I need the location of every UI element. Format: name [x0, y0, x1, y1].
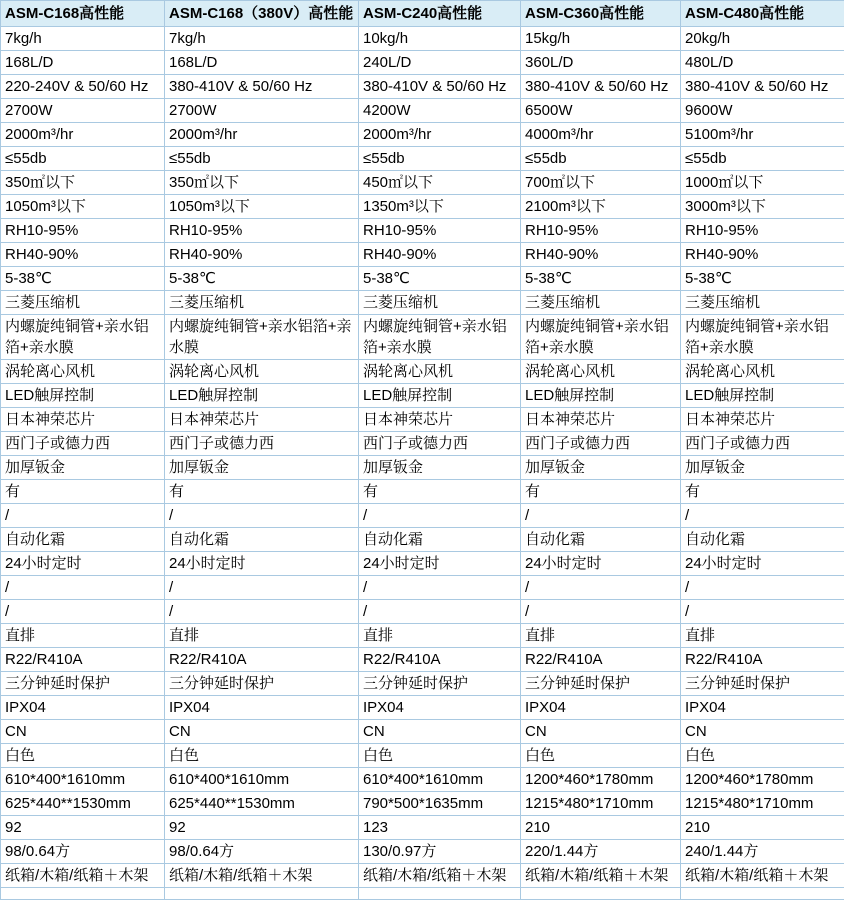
- table-row: [1, 864, 844, 888]
- table-cell: /: [359, 576, 521, 600]
- table-row: [1, 720, 844, 744]
- table-row: [1, 672, 844, 696]
- table-cell: 625*440**1530mm: [165, 792, 359, 816]
- table-row: [1, 696, 844, 720]
- table-cell: 三分钟延时保护: [521, 672, 681, 696]
- table-cell: 日本神荣芯片: [165, 408, 359, 432]
- table-cell: 自动化霜: [359, 528, 521, 552]
- table-cell: RH40-90%: [681, 243, 844, 267]
- table-cell: 7kg/h: [165, 27, 359, 51]
- table-cell: 92: [1, 816, 165, 840]
- table-row: [1, 504, 844, 528]
- column-header: ASM-C168高性能: [1, 1, 165, 27]
- column-header: ASM-C480高性能: [681, 1, 844, 27]
- table-cell: /: [681, 576, 844, 600]
- table-cell: 白色: [521, 744, 681, 768]
- table-cell: 24小时定时: [165, 552, 359, 576]
- table-cell: 自动化霜: [165, 528, 359, 552]
- table-cell: 纸箱/木箱/纸箱＋木架: [1, 864, 165, 888]
- table-cell: 加厚钣金: [359, 456, 521, 480]
- table-cell: 4000m³/hr: [521, 123, 681, 147]
- table-cell: [521, 888, 681, 900]
- table-cell: LED触屏控制: [359, 384, 521, 408]
- table-row: [1, 75, 844, 99]
- table-cell: CN: [681, 720, 844, 744]
- table-cell: R22/R410A: [521, 648, 681, 672]
- table-cell: 纸箱/木箱/纸箱＋木架: [165, 864, 359, 888]
- table-row: [1, 360, 844, 384]
- table-cell: 直排: [359, 624, 521, 648]
- table-row: [1, 624, 844, 648]
- table-cell: CN: [521, 720, 681, 744]
- table-cell: 白色: [681, 744, 844, 768]
- table-cell: R22/R410A: [359, 648, 521, 672]
- table-row: [1, 315, 844, 360]
- table-cell: R22/R410A: [681, 648, 844, 672]
- table-cell: RH10-95%: [521, 219, 681, 243]
- table-row: [1, 384, 844, 408]
- table-cell: 130/0.97方: [359, 840, 521, 864]
- table-cell: 加厚钣金: [1, 456, 165, 480]
- table-cell: 直排: [165, 624, 359, 648]
- table-cell: 西门子或德力西: [681, 432, 844, 456]
- table-cell: 有: [165, 480, 359, 504]
- table-row: [1, 195, 844, 219]
- table-cell: 涡轮离心风机: [165, 360, 359, 384]
- table-cell: 内螺旋纯铜管+亲水铝箔+亲水膜: [521, 315, 681, 360]
- table-cell: 2700W: [165, 99, 359, 123]
- table-cell: 涡轮离心风机: [681, 360, 844, 384]
- table-cell: /: [521, 504, 681, 528]
- table-row: [1, 147, 844, 171]
- table-cell: 7kg/h: [1, 27, 165, 51]
- table-cell: 加厚钣金: [165, 456, 359, 480]
- table-row: [1, 576, 844, 600]
- table-cell: ≤55db: [1, 147, 165, 171]
- table-cell: 380-410V & 50/60 Hz: [681, 75, 844, 99]
- table-cell: 20kg/h: [681, 27, 844, 51]
- table-cell: LED触屏控制: [1, 384, 165, 408]
- table-cell: 98/0.64方: [165, 840, 359, 864]
- table-cell: 内螺旋纯铜管+亲水铝箔+亲水膜: [1, 315, 165, 360]
- table-cell: 涡轮离心风机: [359, 360, 521, 384]
- table-cell: 自动化霜: [681, 528, 844, 552]
- table-cell: 15kg/h: [521, 27, 681, 51]
- table-cell: ≤55db: [521, 147, 681, 171]
- column-header: ASM-C360高性能: [521, 1, 681, 27]
- table-cell: 210: [681, 816, 844, 840]
- table-cell: 5-38℃: [521, 267, 681, 291]
- table-cell: 168L/D: [165, 51, 359, 75]
- table-cell: 内螺旋纯铜管+亲水铝箔+亲水膜: [359, 315, 521, 360]
- table-cell: ≤55db: [165, 147, 359, 171]
- table-row: [1, 27, 844, 51]
- table-cell: /: [681, 504, 844, 528]
- table-cell: 5-38℃: [165, 267, 359, 291]
- table-cell: 625*440**1530mm: [1, 792, 165, 816]
- table-cell: RH40-90%: [521, 243, 681, 267]
- table-cell: /: [165, 504, 359, 528]
- table-cell: LED触屏控制: [521, 384, 681, 408]
- table-cell: 三菱压缩机: [681, 291, 844, 315]
- table-cell: 10kg/h: [359, 27, 521, 51]
- table-cell: IPX04: [681, 696, 844, 720]
- table-cell: 三分钟延时保护: [681, 672, 844, 696]
- table-cell: 西门子或德力西: [165, 432, 359, 456]
- table-cell: /: [165, 576, 359, 600]
- partial-row: [1, 888, 844, 900]
- table-cell: 5-38℃: [1, 267, 165, 291]
- table-cell: 三分钟延时保护: [359, 672, 521, 696]
- table-cell: 2000m³/hr: [165, 123, 359, 147]
- table-cell: RH40-90%: [1, 243, 165, 267]
- table-row: [1, 816, 844, 840]
- table-cell: R22/R410A: [165, 648, 359, 672]
- table-row: [1, 267, 844, 291]
- table-cell: 240L/D: [359, 51, 521, 75]
- table-cell: 2000m³/hr: [359, 123, 521, 147]
- table-cell: IPX04: [1, 696, 165, 720]
- header-row: [1, 1, 844, 27]
- table-cell: 涡轮离心风机: [521, 360, 681, 384]
- table-cell: 直排: [521, 624, 681, 648]
- table-cell: /: [359, 504, 521, 528]
- table-cell: IPX04: [521, 696, 681, 720]
- table-cell: 西门子或德力西: [359, 432, 521, 456]
- table-cell: 日本神荣芯片: [681, 408, 844, 432]
- table-cell: IPX04: [165, 696, 359, 720]
- table-cell: 610*400*1610mm: [165, 768, 359, 792]
- table-cell: 白色: [1, 744, 165, 768]
- table-cell: 700㎡以下: [521, 171, 681, 195]
- table-cell: 24小时定时: [681, 552, 844, 576]
- table-cell: 24小时定时: [359, 552, 521, 576]
- table-cell: 三分钟延时保护: [1, 672, 165, 696]
- table-cell: 有: [681, 480, 844, 504]
- table-cell: CN: [165, 720, 359, 744]
- table-row: [1, 792, 844, 816]
- table-cell: /: [1, 576, 165, 600]
- table-cell: 纸箱/木箱/纸箱＋木架: [521, 864, 681, 888]
- table-row: [1, 51, 844, 75]
- table-cell: ≤55db: [681, 147, 844, 171]
- table-cell: 三菱压缩机: [359, 291, 521, 315]
- table-cell: 三菱压缩机: [165, 291, 359, 315]
- table-cell: 西门子或德力西: [521, 432, 681, 456]
- table-cell: [359, 888, 521, 900]
- table-cell: 2700W: [1, 99, 165, 123]
- table-cell: RH40-90%: [359, 243, 521, 267]
- table-cell: 1200*460*1780mm: [521, 768, 681, 792]
- table-row: [1, 408, 844, 432]
- table-cell: 24小时定时: [1, 552, 165, 576]
- table-cell: 5-38℃: [359, 267, 521, 291]
- table-cell: 24小时定时: [521, 552, 681, 576]
- table-cell: 日本神荣芯片: [521, 408, 681, 432]
- table-row: [1, 768, 844, 792]
- table-cell: 450㎡以下: [359, 171, 521, 195]
- table-cell: 360L/D: [521, 51, 681, 75]
- table-row: [1, 600, 844, 624]
- table-cell: 西门子或德力西: [1, 432, 165, 456]
- table-cell: /: [1, 504, 165, 528]
- table-cell: 有: [1, 480, 165, 504]
- spec-table-body: [1, 27, 844, 900]
- table-row: [1, 291, 844, 315]
- table-cell: 三菱压缩机: [521, 291, 681, 315]
- table-cell: 380-410V & 50/60 Hz: [521, 75, 681, 99]
- table-cell: 480L/D: [681, 51, 844, 75]
- table-cell: LED触屏控制: [165, 384, 359, 408]
- table-cell: 加厚钣金: [681, 456, 844, 480]
- table-cell: 1000㎡以下: [681, 171, 844, 195]
- table-row: [1, 99, 844, 123]
- table-cell: 自动化霜: [521, 528, 681, 552]
- table-cell: 168L/D: [1, 51, 165, 75]
- table-cell: CN: [359, 720, 521, 744]
- table-cell: 98/0.64方: [1, 840, 165, 864]
- table-row: [1, 648, 844, 672]
- table-cell: /: [521, 576, 681, 600]
- table-cell: 三分钟延时保护: [165, 672, 359, 696]
- table-cell: 内螺旋纯铜管+亲水铝箔+亲水膜: [681, 315, 844, 360]
- table-row: [1, 528, 844, 552]
- table-cell: 790*500*1635mm: [359, 792, 521, 816]
- table-cell: 1215*480*1710mm: [681, 792, 844, 816]
- table-cell: LED触屏控制: [681, 384, 844, 408]
- table-cell: 5-38℃: [681, 267, 844, 291]
- table-cell: RH10-95%: [165, 219, 359, 243]
- table-row: [1, 840, 844, 864]
- table-cell: RH10-95%: [1, 219, 165, 243]
- table-cell: 4200W: [359, 99, 521, 123]
- table-cell: 内螺旋纯铜管+亲水铝箔+亲水膜: [165, 315, 359, 360]
- table-cell: 380-410V & 50/60 Hz: [165, 75, 359, 99]
- table-cell: 210: [521, 816, 681, 840]
- table-row: [1, 552, 844, 576]
- table-cell: 直排: [1, 624, 165, 648]
- table-cell: /: [521, 600, 681, 624]
- table-cell: CN: [1, 720, 165, 744]
- table-cell: RH10-95%: [681, 219, 844, 243]
- table-cell: 5100m³/hr: [681, 123, 844, 147]
- table-cell: 有: [521, 480, 681, 504]
- table-cell: [1, 888, 165, 900]
- table-cell: 白色: [165, 744, 359, 768]
- table-cell: 240/1.44方: [681, 840, 844, 864]
- table-cell: 纸箱/木箱/纸箱＋木架: [681, 864, 844, 888]
- table-cell: /: [359, 600, 521, 624]
- table-cell: 加厚钣金: [521, 456, 681, 480]
- table-cell: 220-240V & 50/60 Hz: [1, 75, 165, 99]
- table-cell: 1200*460*1780mm: [681, 768, 844, 792]
- table-cell: 白色: [359, 744, 521, 768]
- table-cell: 380-410V & 50/60 Hz: [359, 75, 521, 99]
- table-row: [1, 243, 844, 267]
- table-cell: /: [681, 600, 844, 624]
- table-cell: 纸箱/木箱/纸箱＋木架: [359, 864, 521, 888]
- table-cell: ≤55db: [359, 147, 521, 171]
- table-row: [1, 219, 844, 243]
- table-cell: 92: [165, 816, 359, 840]
- table-cell: R22/R410A: [1, 648, 165, 672]
- table-cell: 1050m³以下: [1, 195, 165, 219]
- table-cell: 有: [359, 480, 521, 504]
- table-cell: 三菱压缩机: [1, 291, 165, 315]
- table-cell: /: [1, 600, 165, 624]
- table-cell: [165, 888, 359, 900]
- table-cell: 自动化霜: [1, 528, 165, 552]
- table-cell: RH40-90%: [165, 243, 359, 267]
- table-row: [1, 432, 844, 456]
- table-cell: 涡轮离心风机: [1, 360, 165, 384]
- table-cell: 350㎡以下: [165, 171, 359, 195]
- table-row: [1, 744, 844, 768]
- table-row: [1, 456, 844, 480]
- table-cell: 1215*480*1710mm: [521, 792, 681, 816]
- table-cell: 220/1.44方: [521, 840, 681, 864]
- table-cell: 2100m³以下: [521, 195, 681, 219]
- table-cell: 日本神荣芯片: [1, 408, 165, 432]
- table-cell: 610*400*1610mm: [1, 768, 165, 792]
- table-cell: RH10-95%: [359, 219, 521, 243]
- column-header: ASM-C168（380V）高性能: [165, 1, 359, 27]
- table-cell: 直排: [681, 624, 844, 648]
- table-cell: 1350m³以下: [359, 195, 521, 219]
- table-cell: 9600W: [681, 99, 844, 123]
- table-cell: 3000m³以下: [681, 195, 844, 219]
- table-row: [1, 480, 844, 504]
- table-row: [1, 123, 844, 147]
- table-cell: 350㎡以下: [1, 171, 165, 195]
- table-cell: 2000m³/hr: [1, 123, 165, 147]
- table-row: [1, 171, 844, 195]
- table-cell: 1050m³以下: [165, 195, 359, 219]
- table-cell: 123: [359, 816, 521, 840]
- table-cell: IPX04: [359, 696, 521, 720]
- table-cell: [681, 888, 844, 900]
- table-cell: 6500W: [521, 99, 681, 123]
- table-cell: /: [165, 600, 359, 624]
- table-cell: 日本神荣芯片: [359, 408, 521, 432]
- column-header: ASM-C240高性能: [359, 1, 521, 27]
- table-cell: 610*400*1610mm: [359, 768, 521, 792]
